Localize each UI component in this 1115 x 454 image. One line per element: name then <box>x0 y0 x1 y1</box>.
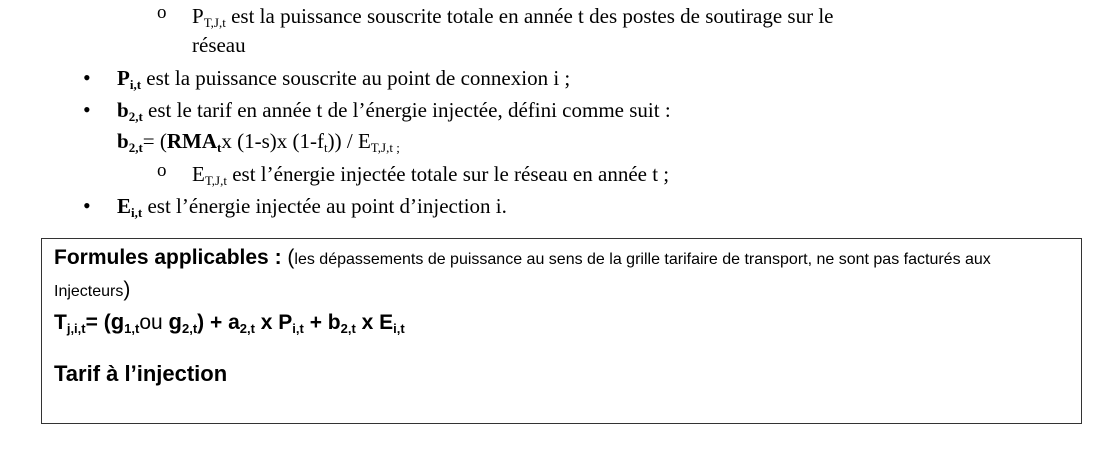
b2t-formula <box>117 129 400 153</box>
formula-g2: g <box>168 309 182 334</box>
list-item-ptjt-line1 <box>192 4 834 28</box>
item-text: est l’énergie injectée au point d’injection i. <box>142 194 507 218</box>
formula-t: T <box>54 311 67 334</box>
formula-g2-sub: 2,t <box>181 321 198 336</box>
formula-e-sub: T,J,t ; <box>370 140 400 155</box>
formula-plus-b: + b <box>303 311 341 334</box>
formula-a-sub: 2,t <box>239 321 255 336</box>
subscript-2t: 2,t <box>128 109 143 124</box>
formula-g1-sub: 1,t <box>124 321 140 336</box>
tariff-formula <box>54 309 405 335</box>
formula-box-heading <box>54 243 1064 307</box>
list-item-b2t <box>117 98 671 122</box>
list-item-ptjt-line2 <box>192 33 246 57</box>
formula-eq: = ( <box>85 311 111 334</box>
item-text: est la puissance souscrite au point de connexion i ; <box>141 66 571 90</box>
symbol-p: P <box>192 4 204 28</box>
list-item-etjt <box>192 162 669 186</box>
formula-part1: x (1-s)x (1-f <box>221 129 325 153</box>
subscript-it: i,t <box>131 205 143 220</box>
list-item-pit <box>117 66 570 90</box>
bullet: • <box>83 65 91 90</box>
symbol-e: E <box>117 194 132 218</box>
circle-bullet: o <box>157 2 167 23</box>
formula-p-sub: i,t <box>292 321 304 336</box>
item-text: est l’énergie injectée totale sur le réseau en année t ; <box>226 162 670 186</box>
formula-box <box>41 238 1082 424</box>
bullet: • <box>83 97 91 122</box>
formula-f-sub: t <box>324 140 328 155</box>
bullet: • <box>83 193 91 218</box>
subscript-it: i,t <box>129 77 142 92</box>
item-text: est la puissance souscrite totale en année t des postes de soutirage sur le <box>225 4 834 28</box>
paren-open: ( <box>281 246 295 269</box>
subscript-tjt: T,J,t <box>204 173 227 188</box>
formula-eq: = ( <box>142 129 167 153</box>
formula-part2: )) / E <box>327 129 371 153</box>
formula-x-p: x P <box>254 311 293 334</box>
item-text-continued: réseau <box>192 33 246 57</box>
formula-e-sub: i,t <box>393 321 405 336</box>
section-title: Tarif à l’injection <box>54 361 228 386</box>
formula-b-sub: 2,t <box>340 321 356 336</box>
item-text: est le tarif en année t de l’énergie injectée, défini comme suit : <box>142 98 671 122</box>
heading-label: Formules applicables : <box>54 246 282 269</box>
formula-rma: RMA <box>166 129 218 153</box>
formula-ou: ou <box>139 311 169 334</box>
formula-g1: g <box>110 309 125 334</box>
formula-mid: ) + a <box>197 311 240 334</box>
paren-close: ) <box>123 278 131 301</box>
list-item-eit <box>117 194 507 218</box>
circle-bullet: o <box>157 160 167 181</box>
symbol-b: b <box>117 98 129 122</box>
formula-lhs-sub: 2,t <box>128 140 143 155</box>
formula-lhs: b <box>117 129 129 153</box>
symbol-p: P <box>117 66 130 90</box>
formula-x-e: x E <box>355 311 394 334</box>
formula-t-sub: j,i,t <box>66 321 86 336</box>
symbol-e: E <box>192 162 205 186</box>
heading-note: les dépassements de puissance au sens de la grille tarifaire de transport, ne sont pas facturés aux Injecteurs <box>54 251 991 300</box>
subscript-tjt: T,J,t <box>203 15 226 30</box>
formula-rma-sub: t <box>217 140 222 155</box>
